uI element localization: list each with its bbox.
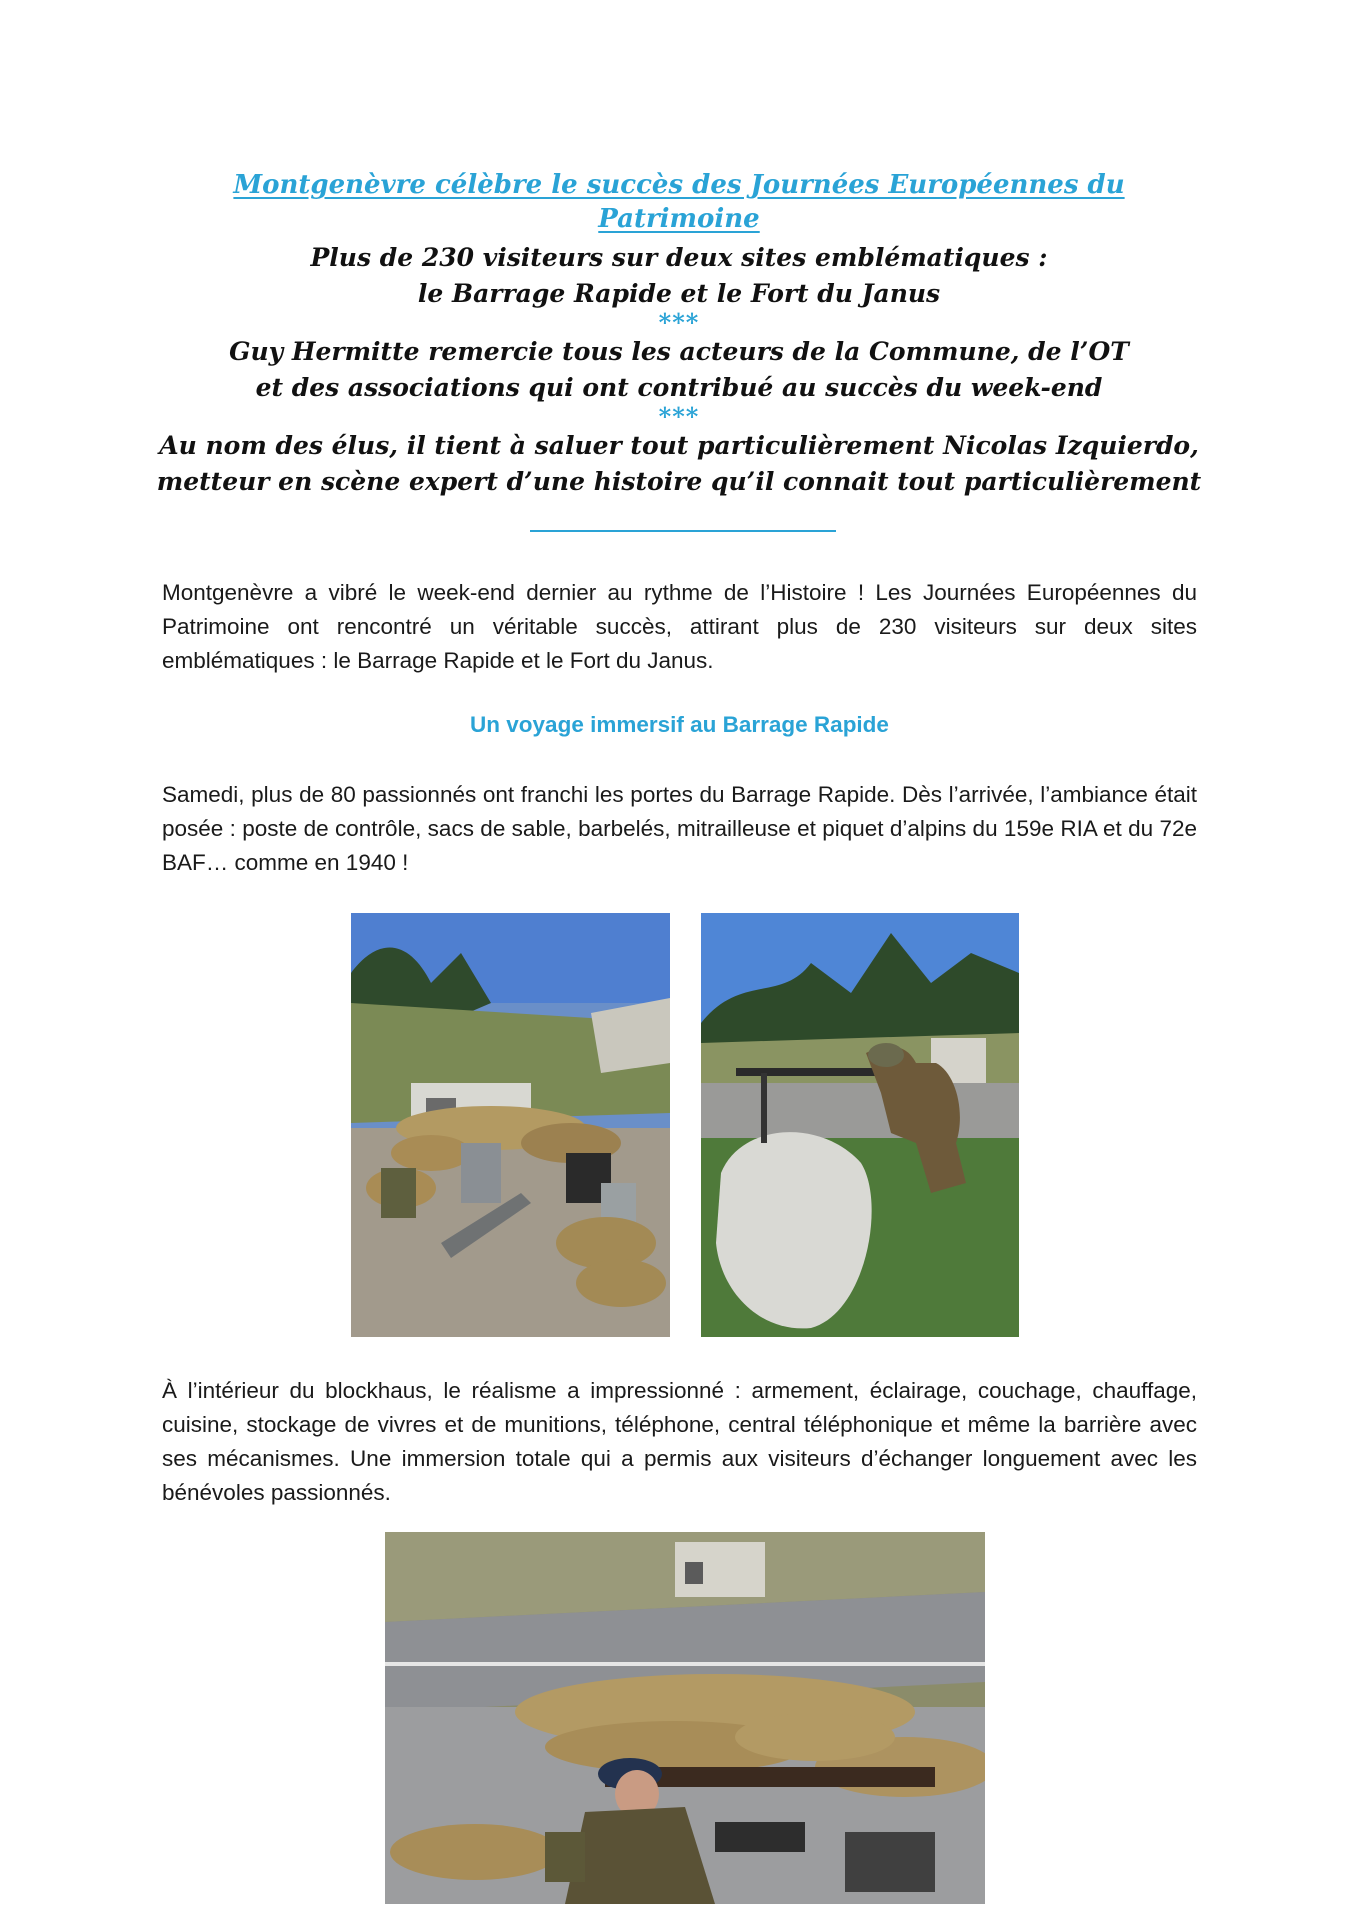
- photo-machine-gun-post: [351, 913, 670, 1337]
- section-title-barrage: Un voyage immersif au Barrage Rapide: [470, 712, 889, 737]
- paragraph-samedi: Samedi, plus de 80 passionnés ont franchi les portes du Barrage Rapide. Dès l’arrivée, l’ambiance était posée : poste de contrôle, sacs de sable, barbelés, mitrailleuse et piquet d’alpins du 159e RIA et du 72e BAF… comme en 1940 !: [162, 782, 1197, 875]
- subtitle-line-5: Au nom des élus, il tient à saluer tout particulièrement Nicolas Izquierdo,: [159, 431, 1199, 460]
- main-title: Montgenèvre célèbre le succès des Journées Européennes du Patrimoine: [233, 170, 1125, 234]
- subtitle-line-6: metteur en scène expert d’une histoire qu’il connait tout particulièrement: [156, 467, 1202, 496]
- intro-paragraph: Montgenèvre a vibré le week-end dernier au rythme de l’Histoire ! Les Journées Européennes du Patrimoine ont rencontré un véritable succès, attirant plus de 230 visiteurs sur deux sites emblématiques : le Barrage Rapide et le Fort du Janus.: [162, 580, 1197, 673]
- separator-stars-2: ***: [658, 402, 700, 431]
- photo-sandbag-post-soldier: [385, 1532, 985, 1904]
- paragraph-blockhaus: À l’intérieur du blockhaus, le réalisme a impressionné : armement, éclairage, couchage, chauffage, cuisine, stockage de vivres et de munitions, téléphone, central téléphonique et même la barrière avec ses mécanismes. Une immersion totale qui a permis aux visiteurs d’échanger longuement avec les bénévoles passionnés.: [162, 1378, 1197, 1505]
- photo-soldier-aiming: [701, 913, 1019, 1337]
- separator-stars-1: ***: [658, 308, 700, 337]
- headline-block: [150, 168, 1208, 500]
- subtitle-line-4: et des associations qui ont contribué au succès du week-end: [255, 373, 1103, 402]
- title-divider: [530, 530, 836, 532]
- subtitle-line-1: Plus de 230 visiteurs sur deux sites emblématiques :: [310, 243, 1048, 272]
- subtitle-line-3: Guy Hermitte remercie tous les acteurs de la Commune, de l’OT: [229, 337, 1129, 366]
- subtitle-line-2: le Barrage Rapide et le Fort du Janus: [417, 279, 941, 308]
